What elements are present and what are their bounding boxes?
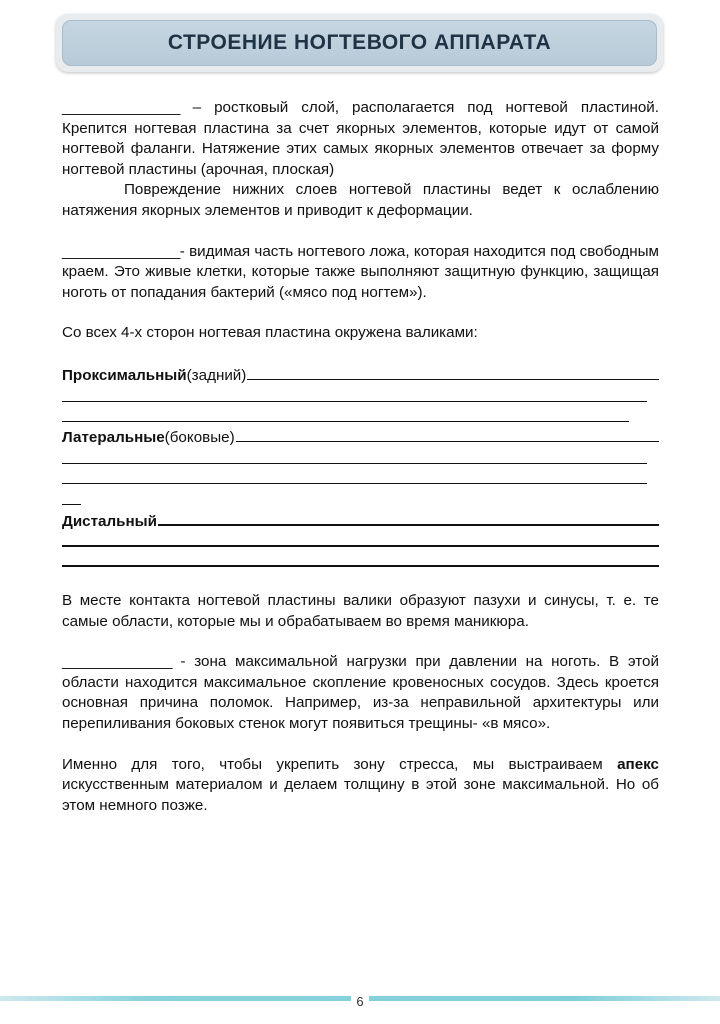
lateral-note: (боковые)	[164, 429, 235, 447]
paragraph-text: - зона максимальной нагрузки при давлении на ноготь. В этой области находится максимальное скопление кровеносных сосудов. Здесь кроется основная причина поломок. Например, из-за неправильной архитектуры или перепиливания боковых стенок могут появиться трещины- «в мясо».	[62, 653, 659, 733]
lateral-roller-row	[62, 426, 659, 447]
answer-line	[62, 385, 659, 406]
apex-term: апекс	[617, 755, 659, 773]
proximal-label: Проксимальный	[62, 366, 187, 384]
title-banner	[56, 14, 663, 72]
fill-blank: ______________	[62, 653, 172, 671]
answer-line	[236, 426, 659, 442]
answer-line	[247, 364, 659, 380]
paragraph-stress-zone	[62, 652, 659, 734]
answer-line	[62, 468, 659, 489]
paragraph-apex	[62, 755, 659, 817]
answer-line	[62, 530, 659, 551]
fill-blank: _______________	[62, 99, 180, 116]
paragraph-damage: Повреждение нижних слоев ногтевой пластины ведет к ослаблению натяжения якорных элементов и приводит к деформации.	[62, 181, 659, 219]
answer-line	[62, 406, 659, 427]
paragraph-rollers-intro: Со всех 4-х сторон ногтевая пластина окружена валиками:	[62, 324, 478, 342]
page-title: СТРОЕНИЕ НОГТЕВОГО АППАРАТА	[167, 31, 552, 54]
answer-line	[158, 509, 659, 526]
paragraph-sinuses: В месте контакта ногтевой пластины валики образуют пазухи и синусы, т. е. те самые области, которые мы и обрабатываем во время маникюра.	[62, 592, 659, 630]
page-number-wrap	[0, 994, 720, 1009]
paragraph-text: Именно для того, чтобы укрепить зону стресса, мы выстраиваем	[62, 755, 618, 773]
answer-line	[62, 488, 81, 509]
paragraph-growth-layer	[62, 98, 659, 180]
distal-roller-row	[62, 509, 659, 530]
answer-line	[62, 447, 659, 468]
document-body	[62, 98, 659, 816]
distal-label: Дистальный	[62, 512, 157, 530]
proximal-note: (задний)	[186, 366, 247, 384]
page-number: 6	[351, 994, 368, 1009]
paragraph-text: - видимая часть ногтевого ложа, которая находится под свободным краем. Это живые клетки, которые также выполняют защитную функцию, защищая ноготь от попадания бактерий («мясо под ногтем»).	[62, 242, 659, 301]
proximal-roller-row	[62, 364, 659, 385]
answer-line	[62, 551, 659, 572]
paragraph-hyponychium	[62, 242, 659, 304]
paragraph-text: – ростковый слой, располагается под ногтевой пластиной. Крепится ногтевая пластина за счет якорных элементов, которые идут от самой ногтевой фаланги. Натяжение этих самых якорных элементов отвечает за форму ногтевой пластины (арочная, плоская)	[62, 99, 659, 178]
fill-blank: _______________	[62, 242, 180, 260]
lateral-label: Латеральные	[62, 429, 165, 447]
paragraph-text: искусственным материалом и делаем толщину в этой зоне максимальной. Но об этом немного позже.	[62, 776, 659, 814]
title-banner-inner	[62, 20, 657, 66]
